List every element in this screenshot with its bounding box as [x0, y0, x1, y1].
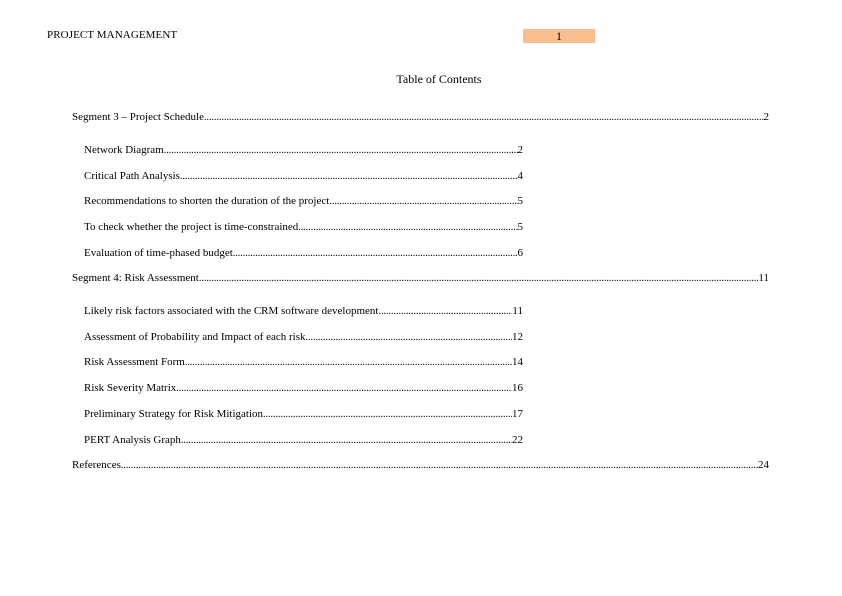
toc-entry-label: Segment 4: Risk Assessment	[72, 272, 199, 284]
toc-entry-label: Risk Severity Matrix	[84, 382, 177, 394]
toc-entry[interactable]	[84, 433, 523, 448]
toc-entry[interactable]	[84, 246, 523, 261]
toc-entry-label: PERT Analysis Graph	[84, 434, 181, 446]
toc-entry[interactable]	[84, 304, 523, 319]
toc-entry[interactable]	[84, 330, 523, 345]
toc-entry-page: 11	[758, 272, 769, 284]
toc-dot-leader	[185, 356, 512, 370]
toc-entry-label: Segment 3 – Project Schedule	[72, 111, 204, 123]
toc-entry-page: 17	[512, 408, 523, 420]
page-number: 1	[523, 29, 595, 43]
toc-dot-leader	[329, 195, 517, 209]
toc-dot-leader	[164, 144, 518, 158]
toc-entry[interactable]	[84, 407, 523, 422]
toc-entry-label: Recommendations to shorten the duration of the project	[84, 195, 330, 207]
toc-entry-label: Critical Path Analysis	[84, 170, 180, 182]
toc-entry-label: To check whether the project is time-constrained	[84, 221, 299, 233]
toc-dot-leader	[121, 459, 758, 473]
toc-entry-page: 2	[763, 111, 769, 123]
toc-entry[interactable]	[84, 169, 523, 184]
toc-entry-label: Risk Assessment Form	[84, 356, 185, 368]
toc-entry[interactable]	[84, 381, 523, 396]
toc-entry[interactable]	[72, 271, 769, 286]
running-header-title: PROJECT MANAGEMENT	[47, 29, 178, 41]
toc-dot-leader	[263, 408, 512, 422]
toc-entry-page: 2	[517, 144, 523, 156]
toc-entry[interactable]	[72, 458, 769, 473]
toc-entry-label: Likely risk factors associated with the CRM software development	[84, 305, 379, 317]
toc-dot-leader	[233, 247, 518, 261]
toc-entry[interactable]	[84, 220, 523, 235]
toc-dot-leader	[180, 170, 518, 184]
toc-dot-leader	[181, 434, 512, 448]
toc-entry-page: 12	[512, 331, 523, 343]
toc-entry-label: References	[72, 459, 121, 471]
toc-entry[interactable]	[84, 355, 523, 370]
toc-dot-leader	[298, 221, 517, 235]
toc-entry-page: 22	[512, 434, 523, 446]
toc-entry-page: 11	[512, 305, 523, 317]
toc-entry[interactable]	[72, 110, 769, 125]
toc-dot-leader	[199, 272, 759, 286]
toc-entry[interactable]	[84, 194, 523, 209]
toc-entry-page: 5	[517, 221, 523, 233]
toc-entry-page: 6	[517, 247, 523, 259]
toc-entry-page: 5	[517, 195, 523, 207]
toc-entry-page: 16	[512, 382, 523, 394]
toc-dot-leader	[305, 331, 512, 345]
toc-dot-leader	[176, 382, 512, 396]
toc-entry-page: 4	[517, 170, 523, 182]
toc-entry-label: Assessment of Probability and Impact of each risk	[84, 331, 306, 343]
toc-dot-leader	[204, 111, 764, 125]
toc-heading: Table of Contents	[396, 72, 482, 86]
toc-entry-page: 14	[512, 356, 523, 368]
toc-entry-label: Evaluation of time-phased budget	[84, 247, 233, 259]
toc-entry-page: 24	[758, 459, 769, 471]
toc-entry-label: Network Diagram	[84, 144, 164, 156]
toc-entry-label: Preliminary Strategy for Risk Mitigation	[84, 408, 264, 420]
toc-dot-leader	[378, 305, 512, 319]
toc-entry[interactable]	[84, 143, 523, 158]
